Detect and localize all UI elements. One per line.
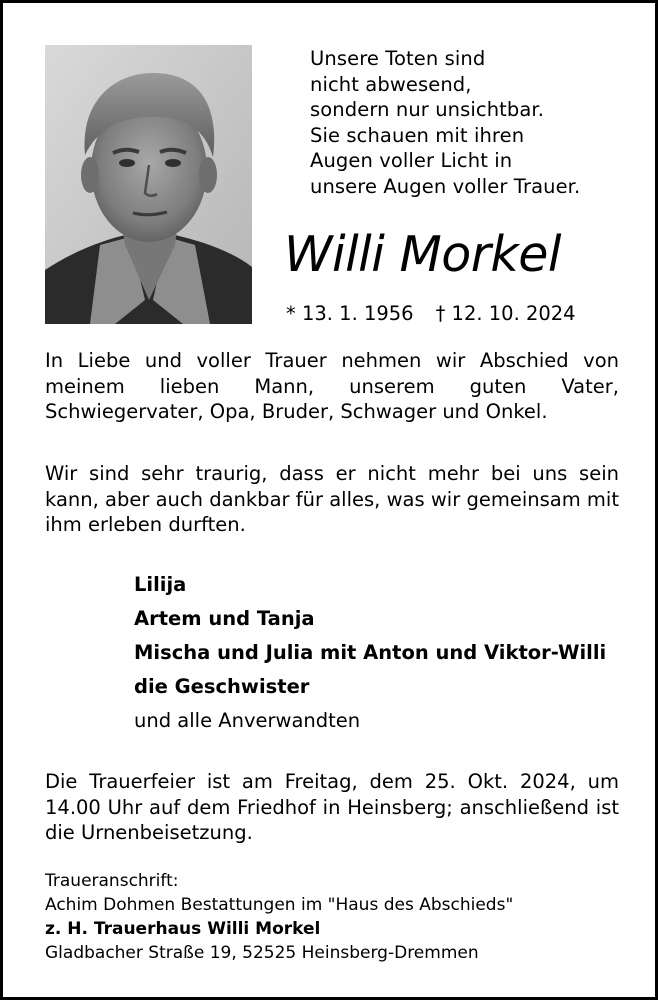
address-line-3: Gladbacher Straße 19, 52525 Heinsberg-Dremmen (45, 943, 479, 963)
life-dates (286, 301, 606, 326)
portrait-image (45, 45, 252, 324)
mourner-name: Artem und Tanja (134, 607, 315, 630)
poem-line: Sie schauen mit ihren (310, 123, 525, 147)
ceremony-paragraph: Die Trauerfeier ist am Freitag, dem 25. Okt. 2024, um 14.00 Uhr auf dem Friedhof in Heinsberg; anschließend ist die Urnenbeisetzung. (45, 770, 619, 844)
poem-line: Augen voller Licht in (310, 149, 513, 172)
deceased-name: Willi Morkel (284, 226, 562, 283)
mourners-list (134, 568, 634, 738)
address-line-1: Achim Dohmen Bestattungen im "Haus des Abschieds" (45, 895, 514, 915)
poem-line: Unsere Toten sind (310, 47, 486, 70)
sorrow-paragraph: Wir sind sehr traurig, dass er nicht mehr bei uns sein kann, aber auch dankbar für alles, was wir gemeinsam mit ihm erleben durften. (45, 462, 619, 536)
mourner-name: Mischa und Julia mit Anton und Viktor-Willi (134, 641, 607, 664)
address-line-2: z. H. Trauerhaus Willi Morkel (45, 919, 321, 939)
other-relatives: und alle Anverwandten (134, 709, 361, 732)
mourner-name: Lilija (134, 573, 187, 596)
birth-date: * 13. 1. 1956 (286, 302, 414, 325)
poem-line: unsere Augen voller Trauer. (310, 174, 581, 198)
mourning-address (45, 869, 619, 965)
mourner-name: die Geschwister (134, 675, 310, 698)
address-label: Traueranschrift: (45, 871, 179, 891)
farewell-paragraph: In Liebe und voller Trauer nehmen wir Abschied von meinem lieben Mann, unserem guten Vater, Schwiegervater, Opa, Bruder, Schwager und Onkel. (45, 349, 619, 423)
memorial-poem (310, 46, 630, 199)
poem-line: sondern nur unsichtbar. (310, 98, 545, 121)
death-date: † 12. 10. 2024 (435, 302, 576, 325)
portrait-photo (45, 45, 252, 324)
poem-line: nicht abwesend, (310, 72, 472, 96)
